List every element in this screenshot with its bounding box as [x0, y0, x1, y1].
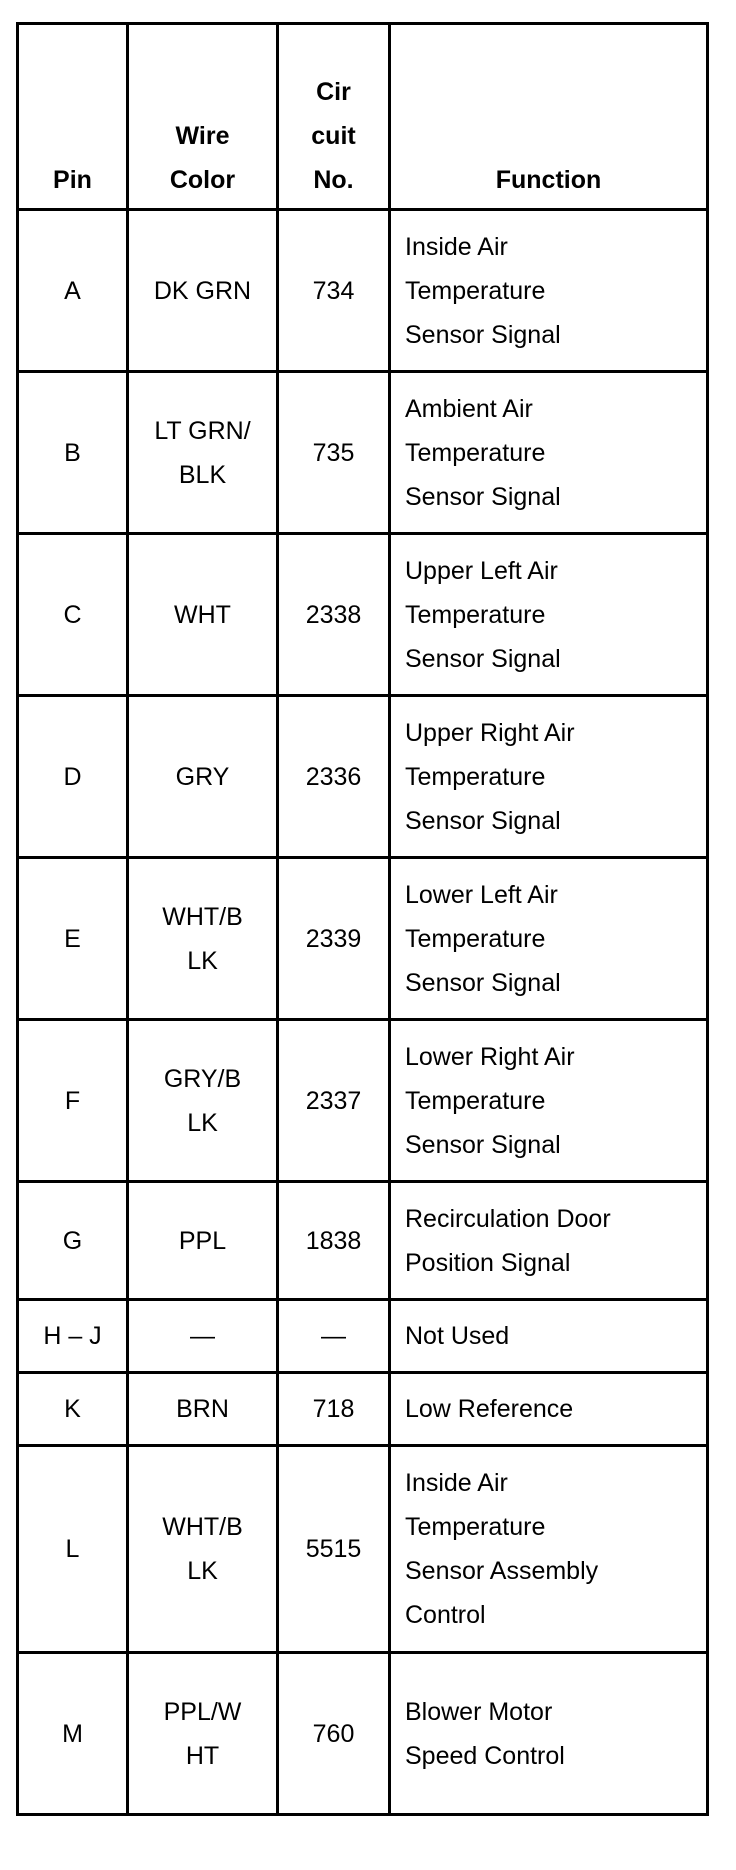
wire-color-text: LK — [187, 1557, 218, 1585]
table-row — [18, 1020, 708, 1182]
circuit-number: 2338 — [305, 600, 362, 629]
function-text: Temperature — [405, 762, 546, 791]
function-text: Inside Air — [405, 232, 508, 261]
header-circuit-number: Cir cuit No. — [278, 24, 390, 210]
pin-label: G — [62, 1226, 83, 1255]
wire-color-text: WHT/B — [162, 1513, 243, 1541]
wire-color-text: DK GRN — [153, 276, 252, 305]
pin-label: K — [64, 1395, 81, 1423]
wire-color-text: WHT — [174, 600, 231, 629]
function-text: Control — [405, 1601, 486, 1629]
circuit-number: 718 — [312, 1395, 355, 1423]
function-cell — [390, 1300, 708, 1373]
circuit-number: 5515 — [305, 1535, 362, 1563]
function-cell — [390, 696, 708, 858]
wire-color-cell — [128, 1300, 278, 1373]
function-text: Sensor Signal — [405, 644, 561, 673]
pin-cell — [18, 372, 128, 534]
wire-color-cell — [128, 534, 278, 696]
table-row — [18, 1300, 708, 1373]
pin-cell — [18, 210, 128, 372]
pin-label: B — [64, 438, 81, 467]
function-text: Temperature — [405, 1086, 546, 1115]
pin-label: H – J — [43, 1322, 102, 1350]
function-cell — [390, 210, 708, 372]
function-text: Lower Right Air — [405, 1042, 575, 1071]
function-text: Position Signal — [405, 1248, 571, 1277]
wire-color-cell — [128, 858, 278, 1020]
header-pin: Pin — [18, 24, 128, 210]
function-cell — [390, 372, 708, 534]
circuit-number: 760 — [312, 1719, 355, 1748]
circuit-cell — [278, 1373, 390, 1446]
circuit-cell — [278, 1020, 390, 1182]
wire-color-cell — [128, 210, 278, 372]
pin-cell — [18, 1446, 128, 1653]
pin-label: L — [65, 1535, 80, 1563]
circuit-number: 1838 — [305, 1226, 362, 1255]
table-row — [18, 858, 708, 1020]
function-text: Temperature — [405, 924, 546, 953]
header-function: Function — [390, 24, 708, 210]
pin-cell — [18, 1373, 128, 1446]
wire-color-text: PPL/W — [163, 1697, 242, 1726]
circuit-cell — [278, 696, 390, 858]
function-text: Upper Right Air — [405, 718, 575, 747]
function-text: Speed Control — [405, 1741, 565, 1770]
function-text: Sensor Signal — [405, 482, 561, 511]
pin-cell — [18, 1182, 128, 1300]
function-text: Sensor Signal — [405, 320, 561, 349]
circuit-number: — — [321, 1322, 346, 1350]
connector-pinout-table — [16, 22, 709, 1816]
function-cell — [390, 1446, 708, 1653]
circuit-cell — [278, 372, 390, 534]
pin-label: F — [64, 1086, 81, 1115]
wire-color-cell — [128, 1373, 278, 1446]
wire-color-cell — [128, 1182, 278, 1300]
wire-color-text: BLK — [178, 460, 227, 489]
function-text: Temperature — [405, 276, 546, 305]
wire-color-text: LT GRN/ — [154, 416, 251, 445]
wire-color-text: GRY — [175, 762, 230, 791]
function-cell — [390, 1653, 708, 1815]
function-text: Low Reference — [405, 1395, 574, 1423]
table-row — [18, 1446, 708, 1653]
circuit-cell — [278, 210, 390, 372]
function-text: Temperature — [405, 438, 546, 467]
pin-label: D — [63, 762, 82, 791]
wire-color-cell — [128, 372, 278, 534]
function-text: Not Used — [405, 1322, 510, 1350]
table-row — [18, 210, 708, 372]
function-cell — [390, 1020, 708, 1182]
circuit-number: 734 — [312, 276, 355, 305]
circuit-number: 2336 — [305, 762, 362, 791]
circuit-cell — [278, 1300, 390, 1373]
table-row — [18, 372, 708, 534]
wire-color-text: LK — [187, 946, 218, 975]
function-text: Sensor Signal — [405, 806, 561, 835]
pin-label: E — [64, 924, 81, 953]
function-text: Recirculation Door — [405, 1204, 611, 1233]
circuit-cell — [278, 1446, 390, 1653]
header-wire-color: Wire Color — [128, 24, 278, 210]
table-row — [18, 1373, 708, 1446]
circuit-number: 2339 — [305, 924, 362, 953]
table-row — [18, 1653, 708, 1815]
pin-cell — [18, 1653, 128, 1815]
wire-color-text: PPL — [178, 1226, 227, 1255]
wire-color-text: GRY/B — [163, 1064, 242, 1093]
pin-cell — [18, 1300, 128, 1373]
pin-cell — [18, 858, 128, 1020]
wire-color-text: WHT/B — [162, 902, 243, 931]
wire-color-cell — [128, 1653, 278, 1815]
pin-label: A — [64, 276, 81, 305]
function-text: Blower Motor — [405, 1697, 553, 1726]
function-text: Inside Air — [405, 1469, 508, 1497]
table-row — [18, 696, 708, 858]
function-text: Temperature — [405, 600, 546, 629]
function-cell — [390, 534, 708, 696]
pin-label: C — [63, 600, 82, 629]
wire-color-text: HT — [185, 1741, 220, 1770]
function-cell — [390, 1373, 708, 1446]
circuit-number: 2337 — [305, 1086, 362, 1115]
function-text: Sensor Signal — [405, 968, 561, 997]
wire-color-text: LK — [187, 1108, 218, 1137]
pin-cell — [18, 696, 128, 858]
function-cell — [390, 858, 708, 1020]
function-text: Lower Left Air — [405, 880, 558, 909]
circuit-cell — [278, 1653, 390, 1815]
function-text: Upper Left Air — [405, 556, 558, 585]
function-text: Ambient Air — [405, 394, 533, 423]
circuit-cell — [278, 858, 390, 1020]
wire-color-text: BRN — [176, 1395, 229, 1423]
wire-color-cell — [128, 696, 278, 858]
circuit-cell — [278, 1182, 390, 1300]
table-row — [18, 534, 708, 696]
function-cell — [390, 1182, 708, 1300]
pin-cell — [18, 1020, 128, 1182]
circuit-cell — [278, 534, 390, 696]
table-row — [18, 1182, 708, 1300]
wire-color-cell — [128, 1020, 278, 1182]
pin-label: M — [62, 1719, 83, 1748]
function-text: Temperature — [405, 1513, 546, 1541]
table-header-row — [18, 24, 708, 210]
circuit-number: 735 — [312, 438, 355, 467]
wire-color-text: — — [190, 1322, 215, 1350]
function-text: Sensor Signal — [405, 1130, 561, 1159]
wire-color-cell — [128, 1446, 278, 1653]
pin-cell — [18, 534, 128, 696]
function-text: Sensor Assembly — [405, 1557, 599, 1585]
